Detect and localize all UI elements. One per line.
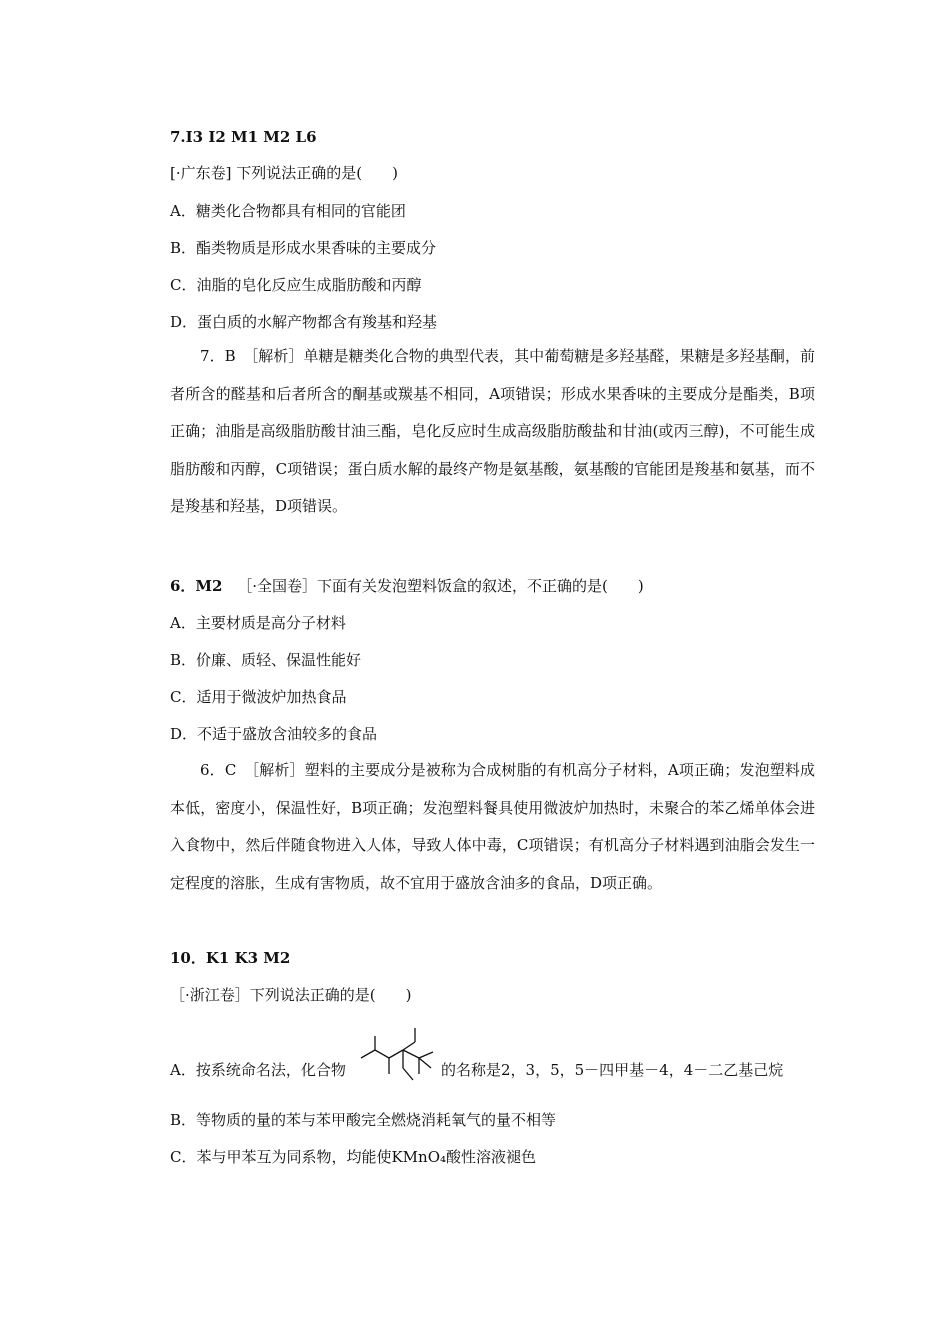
q6-option-c: C．适用于微波炉加热食品 (170, 688, 347, 706)
q10-option-b: B．等物质的量的苯与苯甲酸完全燃烧消耗氧气的量不相等 (170, 1111, 557, 1129)
q10-option-a-prefix: A．按系统命名法，化合物 (170, 1061, 346, 1079)
q10-heading: 10．K1 K3 M2 (170, 949, 291, 967)
q6-option-a: A．主要材质是高分子材料 (170, 614, 346, 632)
q7-stem: [·广东卷] 下列说法正确的是( ) (170, 164, 398, 182)
q7-heading: 7.I3 I2 M1 M2 L6 (170, 128, 317, 146)
q6-stem: ［·全国卷］下面有关发泡塑料饭盒的叙述，不正确的是( ) (237, 577, 644, 595)
q10-stem: ［·浙江卷］下列说法正确的是( ) (170, 986, 412, 1004)
q6-heading: 6．M2 (170, 577, 223, 595)
q7-option-c: C．油脂的皂化反应生成脂肪酸和丙醇 (170, 276, 422, 294)
q10-option-c: C．苯与甲苯互为同系物，均能使KMnO₄酸性溶液褪色 (170, 1148, 537, 1166)
q7-option-a: A．糖类化合物都具有相同的官能团 (170, 202, 406, 220)
q6-answer-explanation: 6．C ［解析］塑料的主要成分是被称为合成树脂的有机高分子材料，A项正确；发泡塑料成本低，密度小，保温性好，B项正确；发泡塑料餐具使用微波炉加热时，未聚合的苯乙烯单体会进入食物中，然后伴随食物进入人体，导致人体中毒，C项错误；有机高分子材料遇到油脂会发生一定程度的溶胀，生成有害物质，故不宜用于盛放含油多的食品，D项正确。 (170, 761, 815, 892)
q6-option-b: B．价廉、质轻、保温性能好 (170, 651, 362, 669)
q7-answer-explanation: 7．B ［解析］单糖是糖类化合物的典型代表，其中葡萄糖是多羟基醛，果糖是多羟基酮，前者所含的醛基和后者所含的酮基或羰基不相同，A项错误；形成水果香味的主要成分是酯类，B项正确；油脂是高级脂肪酸甘油三酯，皂化反应时生成高级脂肪酸盐和甘油(或丙三醇)，不可能生成脂肪酸和丙醇，C项错误；蛋白质水解的最终产物是氨基酸，氨基酸的官能团是羧基和氨基，而不是羧基和羟基，D项错误。 (170, 347, 815, 515)
q10-option-a-suffix: 的名称是2，3，5，5－四甲基－4，4－二乙基己烷 (441, 1061, 784, 1079)
q7-option-d: D．蛋白质的水解产物都含有羧基和羟基 (170, 313, 438, 331)
q7-option-b: B．酯类物质是形成水果香味的主要成分 (170, 239, 437, 257)
q6-option-d: D．不适于盛放含油较多的食品 (170, 725, 378, 743)
q6-heading-line (170, 575, 644, 597)
skeletal-formula-image (357, 1020, 437, 1090)
